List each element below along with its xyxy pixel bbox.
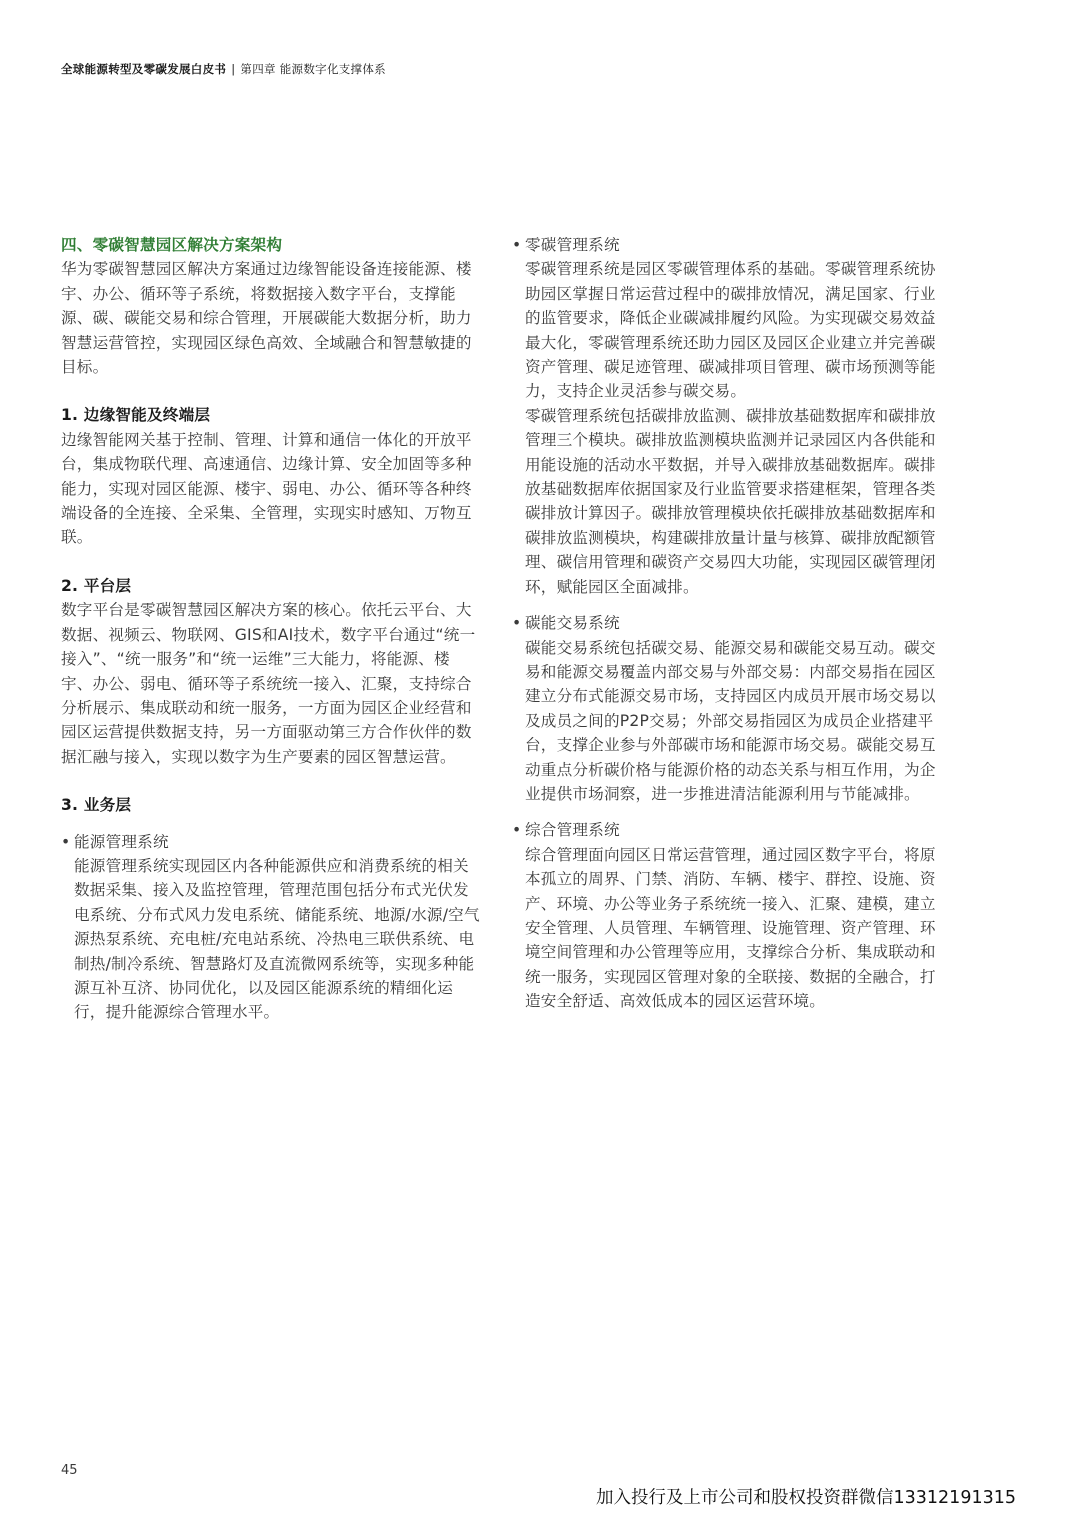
business-layer-title: 3. 业务层 xyxy=(61,796,132,815)
platform-layer-body: 数字平台是零碳智慧园区解决方案的核心。依托云平台、大数据、视频云、物联网、GIS和AI技术，数字平台通过“统一接入”、“统一服务”和“统一运维”三大能力，将能源、楼宇、办公、弱电、循环等子系统统一接入、汇聚，支持综合分析展示、集成联动和统一服务，一方面为园区企业经营和园区运营提供数据支持，另一方面驱动第三方合作伙伴的数据汇融与接入，实现以数字为生产要素的园区智慧运营。 xyxy=(61,601,476,766)
energy-management-body: 能源管理系统实现园区内各种能源供应和消费系统的相关数据采集、接入及监控管理，管理范围包括分布式光伏发电系统、分布式风力发电系统、储能系统、地源/水源/空气源热泵系统、充电桩/充电站系统、冷热电三联供系统、电制热/制冷系统、智慧路灯及直流微网系统等，实现多种能源互补互济、协同优化，以及园区能源系统的精细化运行，提升能源综合管理水平。 xyxy=(74,856,480,1022)
watermark-text: 加入投行及上市公司和股权投资群微信13312191315 xyxy=(596,1488,1016,1508)
list-item-energy-management xyxy=(61,830,481,1025)
carbon-trade-title: • 碳能交易系统 xyxy=(512,611,938,635)
section-title: 四、零碳智慧园区解决方案架构 xyxy=(61,236,283,254)
list-item-integrated-management xyxy=(512,818,938,1013)
right-column xyxy=(512,233,938,1014)
edge-layer-body: 边缘智能网关基于控制、管理、计算和通信一体化的开放平台，集成物联代理、高速通信、边缘计算、安全加固等多种能力，实现对园区能源、楼宇、弱电、办公、循环等各种终端设备的全连接、全采集、全管理，实现实时感知、万物互联。 xyxy=(61,430,472,547)
zero-carbon-title: • 零碳管理系统 xyxy=(512,233,938,257)
carbon-trade-body: 碳能交易系统包括碳交易、能源交易和碳能交易互动。碳交易和能源交易覆盖内部交易与外部交易：内部交易指在园区建立分布式能源交易市场，支持园区内成员开展市场交易以及成员之间的P2P交易；外部交易指园区为成员企业搭建平台，支撑企业参与外部碳市场和能源市场交易。碳能交易互动重点分析碳价格与能源价格的动态关系与相互作用，为企业提供市场洞察，进一步推进清洁能源利用与节能减排。 xyxy=(525,638,936,803)
list-item-zero-carbon-management xyxy=(512,233,938,599)
chapter-title: 第四章 能源数字化支撑体系 xyxy=(240,62,386,76)
zero-carbon-body-2: 零碳管理系统包括碳排放监测、碳排放基础数据库和碳排放管理三个模块。碳排放监测模块监测并记录园区内各供能和用能设施的活动水平数据，并导入碳排放基础数据库。碳排放基础数据库依据国家及行业监管要求搭建框架，管理各类碳排放计算因子。碳排放管理模块依托碳排放基础数据库和碳排放监测模块，构建碳排放量计量与核算、碳排放配额管理、碳信用管理和碳资产交易四大功能，实现园区碳管理闭环，赋能园区全面减排。 xyxy=(525,406,936,596)
page-number: 45 xyxy=(61,1463,78,1478)
edge-layer-title: 1. 边缘智能及终端层 xyxy=(61,406,211,425)
energy-management-title: • 能源管理系统 xyxy=(61,830,481,854)
platform-layer-title: 2. 平台层 xyxy=(61,576,132,595)
left-column xyxy=(61,233,481,1025)
list-item-carbon-energy-trading xyxy=(512,611,938,806)
integrated-management-body: 综合管理面向园区日常运营管理，通过园区数字平台，将原本孤立的周界、门禁、消防、车辆、楼宇、群控、设施、资产、环境、办公等业务子系统统一接入、汇聚、建模，建立安全管理、人员管理、车辆管理、设施管理、资产管理、环境空间管理和办公管理等应用，支撑综合分析、集成联动和统一服务，实现园区管理对象的全联接、数据的全融合，打造安全舒适、高效低成本的园区运营环境。 xyxy=(525,845,936,1011)
section-intro: 华为零碳智慧园区解决方案通过边缘智能设备连接能源、楼宇、办公、循环等子系统，将数据接入数字平台，支撑能源、碳、碳能交易和综合管理，开展碳能大数据分析，助力智慧运营管控，实现园区绿色高效、全域融合和智慧敏捷的目标。 xyxy=(61,260,472,377)
running-header xyxy=(61,61,386,77)
zero-carbon-body-1: 零碳管理系统是园区零碳管理体系的基础。零碳管理系统协助园区掌握日常运营过程中的碳排放情况，满足国家、行业的监管要求，降低企业碳减排履约风险。为实现碳交易效益最大化，零碳管理系统还助力园区及园区企业建立并完善碳资产管理、碳足迹管理、碳减排项目管理、碳市场预测等能力，支持企业灵活参与碳交易。 xyxy=(525,260,936,401)
integrated-management-title: • 综合管理系统 xyxy=(512,818,938,842)
header-separator: | xyxy=(231,62,236,76)
book-title: 全球能源转型及零碳发展白皮书 xyxy=(61,62,227,76)
